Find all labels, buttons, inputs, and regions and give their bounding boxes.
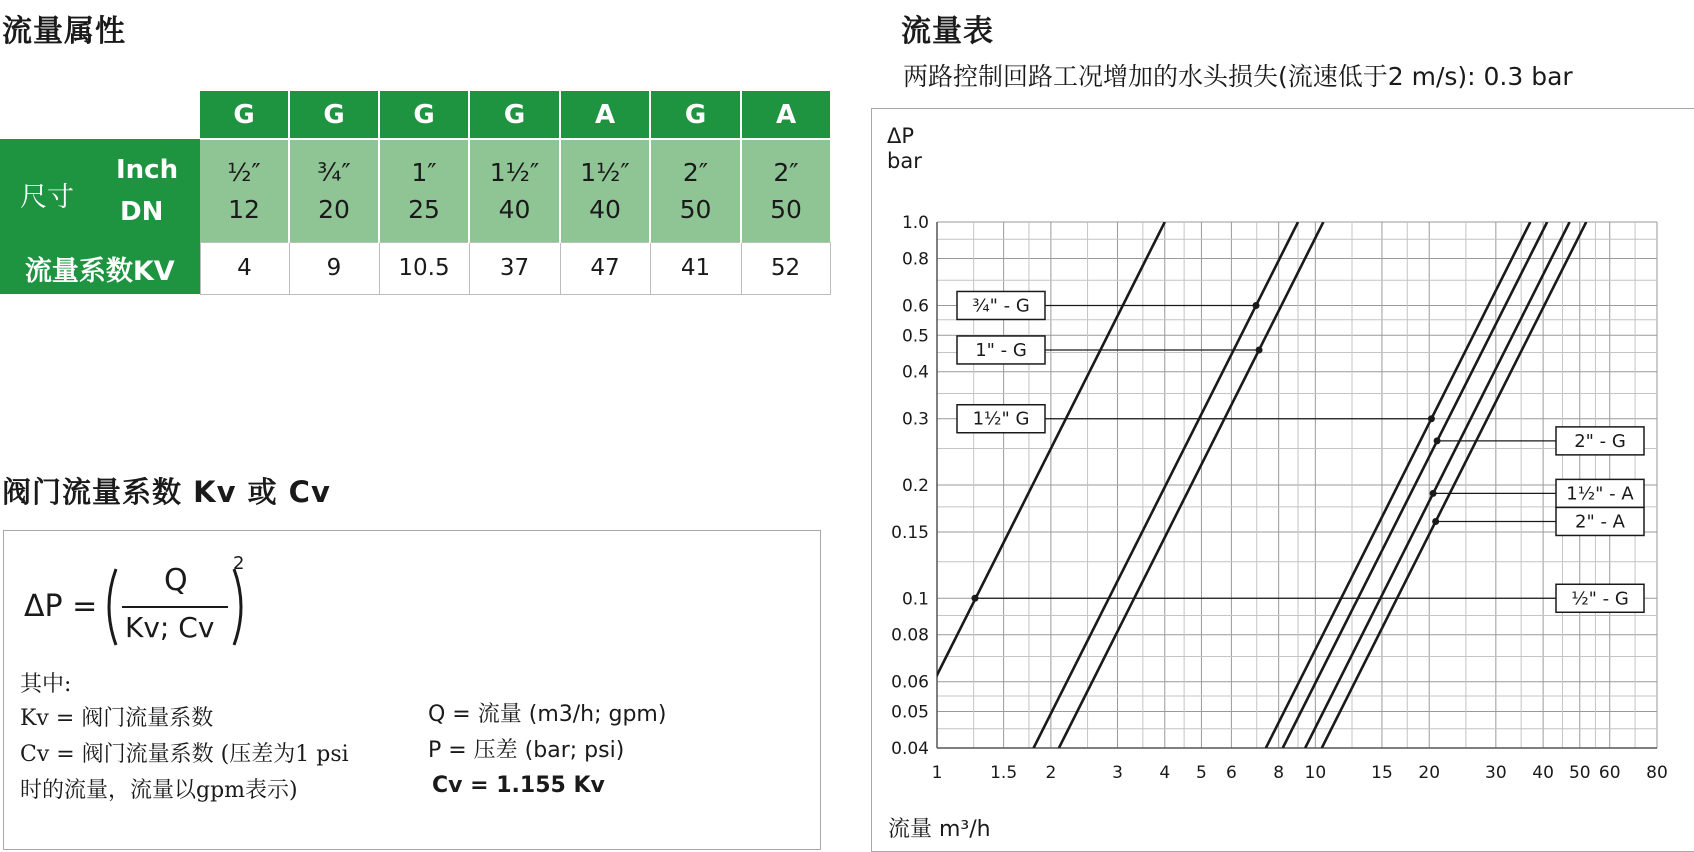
inch-value: 2″: [773, 157, 799, 187]
y-tick-label: 0.08: [891, 625, 929, 646]
inch-value: 1½″: [580, 157, 630, 187]
series-label: ¾" - G: [972, 295, 1030, 317]
formula-box: [3, 530, 821, 850]
kv-label: 流量系数KV: [0, 242, 200, 294]
dn-value: 40: [498, 194, 531, 224]
size-cell: [379, 139, 469, 242]
size-cell: [469, 139, 560, 242]
kv-value: 47: [560, 242, 650, 294]
flow-chart: [871, 108, 1694, 852]
y-tick-label: 1.0: [901, 213, 929, 233]
x-tick-label: 80: [1646, 763, 1668, 783]
y-tick-label: 0.4: [901, 362, 929, 383]
series-marker: [1256, 346, 1263, 353]
kv-value: 9: [289, 242, 379, 294]
series-label: 2" - G: [1574, 430, 1626, 452]
inch-value: ¾″: [317, 157, 351, 187]
y-tick-label: 0.05: [891, 702, 929, 723]
inch-value: ½″: [227, 157, 261, 187]
table-corner: [0, 91, 200, 139]
series-marker: [1253, 302, 1260, 309]
formula-numerator: Q: [164, 563, 188, 598]
flow-chart-subtitle: 两路控制回路工况增加的水头损失(流速低于2 m/s): 0.3 bar: [903, 62, 1573, 91]
y-tick-label: 0.3: [901, 409, 929, 430]
y-axis-label: ΔP: [887, 124, 915, 148]
size-label-cell: [0, 139, 200, 242]
kv-value: 4: [200, 242, 289, 294]
x-tick-label: 15: [1371, 763, 1393, 783]
x-tick-label: 8: [1273, 763, 1285, 783]
series-callout: [1432, 507, 1644, 535]
series-callout: [957, 405, 1435, 433]
series-marker: [971, 595, 978, 602]
p-definition: P = 压差 (bar; psi): [428, 738, 625, 763]
y-axis-unit: bar: [887, 149, 922, 173]
y-tick-label: 0.2: [901, 476, 929, 496]
x-tick-label: 10: [1304, 763, 1327, 783]
cv-relation: Cv = 1.155 Kv: [432, 773, 605, 798]
dn-value: 25: [408, 194, 440, 224]
series-marker: [1430, 490, 1437, 497]
y-tick-label: 0.06: [891, 672, 929, 693]
inch-value: 1½″: [489, 157, 540, 187]
inch-label: Inch: [116, 155, 179, 185]
q-definition: Q = 流量 (m3/h; gpm): [428, 702, 667, 727]
kv-value: 10.5: [379, 242, 469, 294]
kv-value: 37: [469, 242, 560, 294]
x-tick-label: 30: [1485, 763, 1507, 783]
type-header: G: [650, 91, 741, 139]
x-tick-label: 20: [1418, 763, 1441, 783]
dn-value: 12: [228, 194, 260, 224]
size-label: 尺寸: [20, 182, 74, 213]
series-callout: [957, 291, 1260, 319]
inch-value: 2″: [682, 157, 709, 187]
size-cell: [560, 139, 650, 242]
dn-value: 50: [679, 194, 712, 224]
series-label: ½" - G: [1571, 588, 1629, 610]
x-tick-label: 40: [1532, 763, 1554, 783]
type-row: [0, 91, 830, 139]
x-tick-label: 4: [1159, 763, 1171, 783]
dn-value: 40: [589, 194, 621, 224]
dn-value: 20: [318, 194, 350, 224]
formula: [24, 551, 284, 661]
cv-definition-1: Cv = 阀门流量系数 (压差为1 psi: [20, 742, 349, 767]
kv-value: 52: [741, 242, 830, 294]
type-header: G: [469, 91, 560, 139]
properties-title: 流量属性: [2, 14, 126, 49]
type-header: A: [560, 91, 650, 139]
series-label: 1½" - A: [1566, 483, 1634, 505]
where-label: 其中:: [20, 672, 72, 697]
formula-lhs: ΔP =: [24, 589, 98, 624]
formula-denominator: Kv; Cv: [125, 611, 215, 644]
flow-chart-title: 流量表: [901, 14, 994, 49]
y-tick-label: 0.1: [901, 589, 929, 610]
x-tick-label: 6: [1225, 763, 1237, 783]
x-tick-label: 3: [1112, 763, 1123, 783]
series-marker: [1434, 437, 1441, 444]
dn-value: 50: [770, 194, 802, 224]
x-axis-label: 流量 m³/h: [888, 817, 991, 842]
dn-label: DN: [120, 197, 164, 227]
series-marker: [1432, 518, 1439, 525]
y-tick-label: 0.6: [901, 296, 929, 317]
formula-exponent: 2: [233, 553, 245, 574]
y-tick-label: 0.5: [901, 326, 929, 347]
x-tick-label: 1.5: [990, 763, 1018, 783]
series-label: 2" - A: [1575, 511, 1625, 533]
x-tick-label: 1: [931, 763, 943, 783]
type-header: G: [379, 91, 469, 139]
formula-title: 阀门流量系数 Kv 或 Cv: [2, 475, 331, 509]
size-cell: [200, 139, 289, 242]
series-label: 1" - G: [975, 339, 1027, 361]
x-tick-label: 60: [1598, 763, 1621, 783]
kv-definition: Kv = 阀门流量系数: [20, 706, 214, 731]
x-tick-label: 5: [1196, 763, 1207, 783]
size-cell: [741, 139, 830, 242]
cv-definition-2: 时的流量，流量以gpm表示): [20, 778, 298, 803]
y-tick-label: 0.8: [901, 249, 929, 270]
type-header: G: [200, 91, 289, 139]
type-header: G: [289, 91, 379, 139]
size-cell: [289, 139, 379, 242]
series-callout: [957, 336, 1263, 364]
size-row: [0, 139, 830, 242]
type-header: A: [741, 91, 830, 139]
y-tick-label: 0.04: [891, 739, 929, 759]
series-label: 1½" G: [972, 408, 1030, 430]
properties-table: [0, 91, 831, 295]
kv-value: 41: [650, 242, 741, 294]
size-cell: [650, 139, 741, 242]
inch-value: 1″: [411, 157, 437, 187]
y-tick-label: 0.15: [891, 523, 929, 544]
series-marker: [1428, 415, 1435, 422]
series-callout: [1430, 479, 1644, 507]
kv-row: [0, 242, 830, 294]
x-tick-label: 50: [1568, 763, 1591, 783]
x-tick-label: 2: [1045, 763, 1057, 783]
